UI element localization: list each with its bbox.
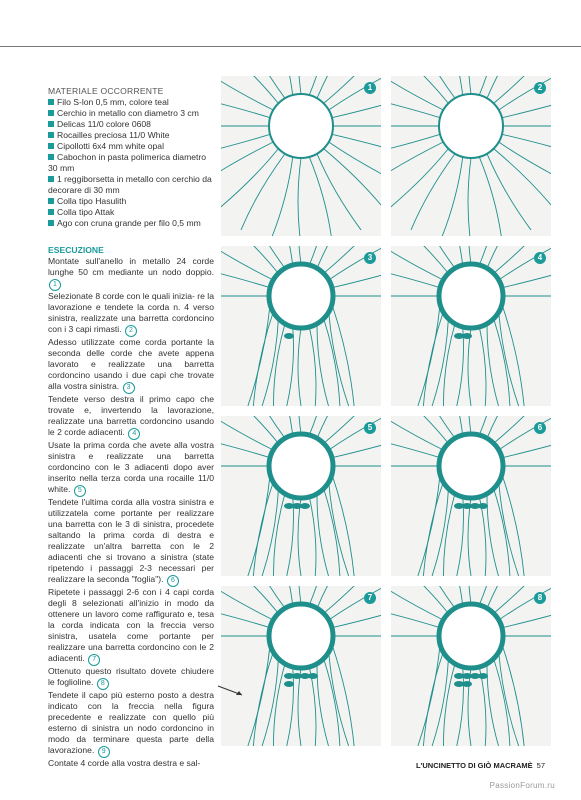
material-text: Ago con cruna grande per filo 0,5 mm — [57, 218, 201, 228]
page-footer — [416, 761, 545, 770]
material-text: 1 reggiborsetta in metallo con cerchio da decorare di 30 mm — [48, 174, 212, 195]
step-photo — [221, 76, 381, 236]
material-text: Delicas 11/0 colore 0608 — [57, 119, 151, 129]
photo-number-badge: 5 — [364, 422, 376, 434]
step-paragraph — [48, 440, 214, 497]
magazine-title: L'UNCINETTO DI GIÒ MACRAMÈ — [416, 761, 533, 770]
watermark: PassionForum.ru — [489, 781, 555, 790]
step-text: Ottenuto questo risultato dovete chiudere le foglioline. — [48, 666, 214, 687]
step-number-badge: 5 — [74, 485, 86, 497]
bullet-square-icon — [48, 209, 54, 215]
bullet-square-icon — [48, 220, 54, 226]
step-number-badge: 8 — [97, 678, 109, 690]
macrame-photo-drawing — [221, 586, 381, 746]
material-item — [48, 130, 214, 141]
photo-number-badge: 8 — [534, 592, 546, 604]
material-text: Colla tipo Attak — [57, 207, 115, 217]
photo-number-badge: 6 — [534, 422, 546, 434]
bullet-square-icon — [48, 198, 54, 204]
materials-list — [48, 97, 214, 229]
macrame-photo-drawing — [391, 246, 551, 406]
step-paragraph — [48, 394, 214, 440]
macrame-photo-drawing — [221, 416, 381, 576]
bullet-square-icon — [48, 110, 54, 116]
bullet-square-icon — [48, 154, 54, 160]
bullet-square-icon — [48, 121, 54, 127]
step-paragraph — [48, 337, 214, 394]
step-paragraph — [48, 291, 214, 337]
step-photo — [221, 246, 381, 406]
step-number-badge: 3 — [123, 382, 135, 394]
step-photo — [391, 416, 551, 576]
header-rule — [0, 46, 581, 47]
material-item — [48, 108, 214, 119]
macrame-photo-drawing — [221, 246, 381, 406]
step-photo — [221, 586, 381, 746]
photo-number-badge: 4 — [534, 252, 546, 264]
photo-number-badge: 7 — [364, 592, 376, 604]
bullet-square-icon — [48, 176, 54, 182]
material-text: Cipollotti 6x4 mm white opal — [57, 141, 164, 151]
step-text: Montate sull'anello in metallo 24 corde lunghe 50 cm mediante un nodo doppio. — [48, 256, 214, 277]
step-photo — [391, 246, 551, 406]
macrame-photo-drawing — [391, 76, 551, 236]
material-text: Cabochon in pasta polimerica diametro 30 mm — [48, 152, 207, 173]
step-number-badge: 1 — [49, 279, 61, 291]
step-text: Contate 4 corde alla vostra destra e sal- — [48, 758, 201, 768]
step-paragraph — [48, 497, 214, 587]
step-text: Tendete l'ultima corda alla vostra sinistra e utilizzatela come portante per realizzare una barretta con le 3 di sinistra, procedete saltando la prima corda di destra e realizzate un'altra barretta con le 2 adiacenti che si trovano a sinistra (state ripetendo i passaggi 2-3 necessari per realizzare la seconda "foglia"). — [48, 497, 214, 584]
material-item — [48, 119, 214, 130]
step-text: Selezionate 8 corde con le quali inizia- re la lavorazione e tendete la corda n. 4 verso sinistra, realizzate una barretta cordoncino con i 3 capi rimasti. — [48, 291, 214, 334]
step-text: Tendete il capo più esterno posto a destra indicato con la freccia nella figura precedente e realizzate con quello più esterno di sinistra un nodo cordoncino in modo da terminare questa parte della lavorazione. — [48, 690, 214, 755]
material-item — [48, 174, 214, 196]
step-photo — [391, 76, 551, 236]
macrame-photo-drawing — [221, 76, 381, 236]
material-text: Rocailles preciosa 11/0 White — [57, 130, 170, 140]
material-text: Cerchio in metallo con diametro 3 cm — [57, 108, 199, 118]
step-number-badge: 4 — [128, 428, 140, 440]
material-item — [48, 152, 214, 174]
materials-title: MATERIALE OCCORRENTE — [48, 86, 164, 96]
material-item — [48, 196, 214, 207]
execution-title: ESECUZIONE — [48, 245, 104, 255]
macrame-photo-drawing — [391, 586, 551, 746]
photo-number-badge: 3 — [364, 252, 376, 264]
arrow-icon — [216, 683, 246, 699]
step-number-badge: 6 — [167, 575, 179, 587]
step-paragraph — [48, 758, 214, 769]
material-text: Colla tipo Hasulith — [57, 196, 127, 206]
step-paragraph — [48, 587, 214, 666]
material-item — [48, 207, 214, 218]
execution-steps — [48, 256, 214, 769]
step-paragraph — [48, 690, 214, 758]
macrame-photo-drawing — [391, 416, 551, 576]
step-paragraph — [48, 666, 214, 690]
step-text: Adesso utilizzate come corda portante la seconda delle corde che avete appena lavorato e realizzate una barretta cordoncino usando i due capi che trovate alla vostra sinistra. — [48, 337, 214, 391]
page-number: 57 — [536, 761, 545, 770]
material-text: Filo S-lon 0,5 mm, colore teal — [57, 97, 169, 107]
step-text: Ripetete i passaggi 2-6 con i 4 capi corda degli 8 selezionati all'inizio in modo da ottenere un lavoro come raffigurato e, tesa la corda indicata con la freccia verso sinistra, usatela come portante per realizzare una barretta cordoncino con le 2 adiacenti. — [48, 587, 214, 663]
material-item — [48, 141, 214, 152]
photo-number-badge: 2 — [534, 82, 546, 94]
text-column — [48, 86, 214, 769]
step-number-badge: 2 — [125, 325, 137, 337]
step-text: Tendete verso destra il primo capo che trovate e, invertendo la lavorazione, realizzate una barretta cordoncino usando le 2 corde adiacenti. — [48, 394, 214, 437]
step-paragraph — [48, 256, 214, 291]
step-photo — [391, 586, 551, 746]
step-number-badge: 7 — [88, 654, 100, 666]
bullet-square-icon — [48, 143, 54, 149]
material-item — [48, 97, 214, 108]
step-text: Usate la prima corda che avete alla vostra sinistra e realizzate una barretta cordoncino con le 3 adiacenti dopo aver inserito nella terza corda una rocaille 11/0 white. — [48, 440, 214, 494]
material-item — [48, 218, 214, 229]
bullet-square-icon — [48, 132, 54, 138]
photo-number-badge: 1 — [364, 82, 376, 94]
bullet-square-icon — [48, 99, 54, 105]
step-number-badge: 9 — [98, 746, 110, 758]
step-photo — [221, 416, 381, 576]
